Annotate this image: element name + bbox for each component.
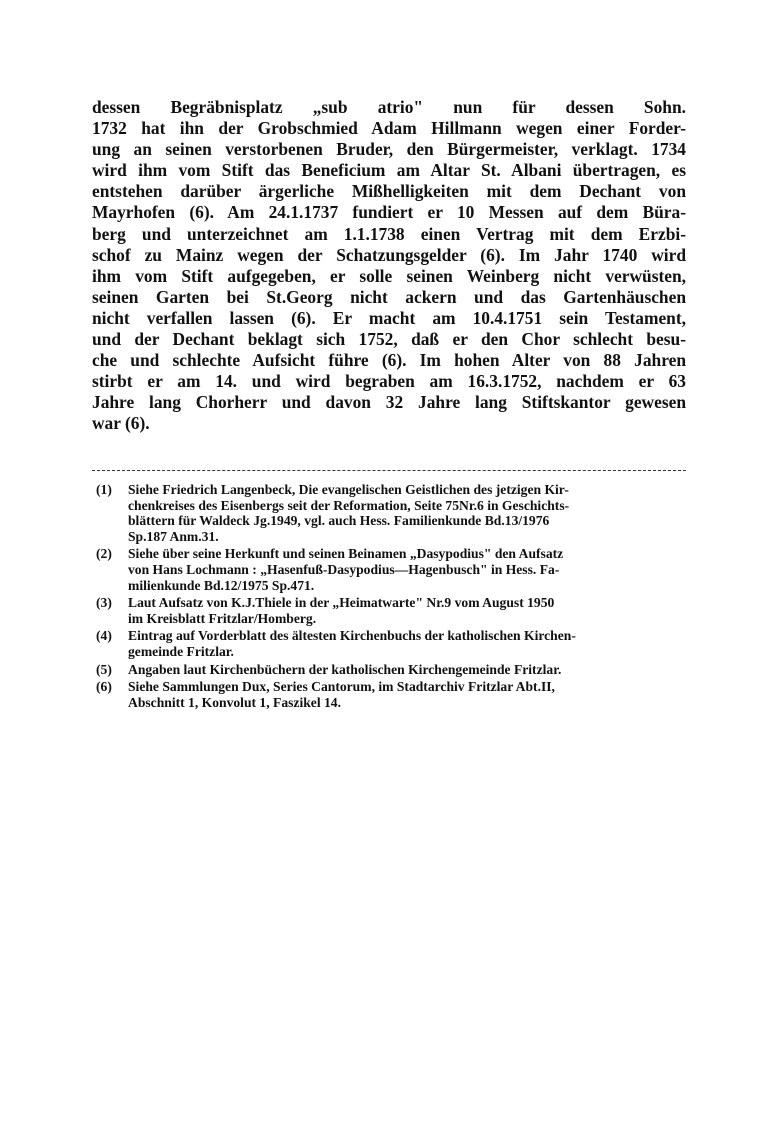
body-line: Mayrhofen (6). Am 24.1.1737 fundiert er 10 Messen auf dem Büra- — [92, 202, 686, 223]
body-line: und der Dechant beklagt sich 1752, daß er den Chor schlecht besu- — [92, 329, 686, 350]
footnote-1 — [96, 482, 688, 544]
body-line: ung an seinen verstorbenen Bruder, den Bürgermeister, verklagt. 1734 — [92, 139, 686, 160]
footnote-line: milienkunde Bd.12/1975 Sp.471. — [128, 577, 315, 593]
body-line: che und schlechte Aufsicht führe (6). Im hohen Alter von 88 Jahren — [92, 350, 686, 371]
footnote-number: (6) — [96, 679, 112, 695]
footnote-number: (4) — [96, 628, 112, 644]
footnote-number: (5) — [96, 661, 112, 677]
document-page — [92, 97, 686, 435]
body-line: schof zu Mainz wegen der Schatzungsgelder (6). Im Jahr 1740 wird — [92, 244, 686, 265]
footnote-line: Abschnitt 1, Konvolut 1, Faszikel 14. — [128, 694, 341, 710]
footnote-line: blättern für Waldeck Jg.1949, vgl. auch Hess. Familienkunde Bd.13/1976 — [128, 513, 550, 529]
footnote-line: Angaben laut Kirchenbüchern der katholischen Kirchengemeinde Fritzlar. — [128, 661, 562, 677]
footnote-line: gemeinde Fritzlar. — [128, 643, 234, 659]
footnote-3 — [96, 595, 688, 626]
footnote-6 — [96, 679, 688, 710]
footnote-line: Siehe über seine Herkunft und seinen Beinamen „Dasypodius" den Aufsatz — [128, 546, 564, 562]
body-line: wird ihm vom Stift das Beneficium am Altar St. Albani übertragen, es — [92, 160, 686, 181]
body-line: dessen Begräbnisplatz „sub atrio" nun für dessen Sohn. — [92, 97, 686, 117]
body-line: nicht verfallen lassen (6). Er macht am 10.4.1751 sein Testament, — [92, 307, 686, 328]
footnote-line: Eintrag auf Vorderblatt des ältesten Kirchenbuchs der katholischen Kirchen- — [128, 628, 576, 644]
footnote-number: (2) — [96, 546, 112, 562]
footnote-line: Siehe Friedrich Langenbeck, Die evangelischen Geistlichen des jetzigen Kir- — [128, 482, 569, 497]
footnote-number: (3) — [96, 595, 112, 611]
body-line: stirbt er am 14. und wird begraben am 16.3.1752, nachdem er 63 — [92, 371, 686, 392]
footnote-line: chenkreises des Eisenbergs seit der Reformation, Seite 75Nr.6 in Geschichts- — [128, 497, 570, 513]
body-line: war (6). — [92, 413, 150, 434]
footnote-number: (1) — [96, 482, 112, 497]
body-line: Jahre lang Chorherr und davon 32 Jahre lang Stiftskantor gewesen — [92, 392, 686, 413]
body-line: seinen Garten bei St.Georg nicht ackern und das Gartenhäuschen — [92, 286, 686, 307]
body-line: berg und unterzeichnet am 1.1.1738 einen Vertrag mit dem Erzbi- — [92, 223, 686, 244]
footnote-line: Laut Aufsatz von K.J.Thiele in der „Heimatwarte" Nr.9 vom August 1950 — [128, 595, 555, 611]
footnote-5 — [96, 662, 688, 678]
body-paragraph — [92, 97, 686, 435]
footnotes — [96, 482, 688, 712]
footnote-line: im Kreisblatt Fritzlar/Homberg. — [128, 610, 317, 626]
footnote-4 — [96, 628, 688, 659]
footnote-2 — [96, 546, 688, 593]
body-line: 1732 hat ihn der Grobschmied Adam Hillmann wegen einer Forder- — [92, 118, 686, 139]
footnote-divider — [92, 470, 686, 471]
body-line: ihm vom Stift aufgegeben, er solle seinen Weinberg nicht verwüsten, — [92, 265, 686, 286]
footnote-line: Sp.187 Anm.31. — [128, 528, 219, 544]
body-line: entstehen darüber ärgerliche Mißhelligkeiten mit dem Dechant von — [92, 181, 686, 202]
footnote-line: von Hans Lochmann : „Hasenfuß-Dasypodius—Hagenbusch" in Hess. Fa- — [128, 561, 560, 577]
footnote-line: Siehe Sammlungen Dux, Series Cantorum, im Stadtarchiv Fritzlar Abt.II, — [128, 679, 555, 695]
